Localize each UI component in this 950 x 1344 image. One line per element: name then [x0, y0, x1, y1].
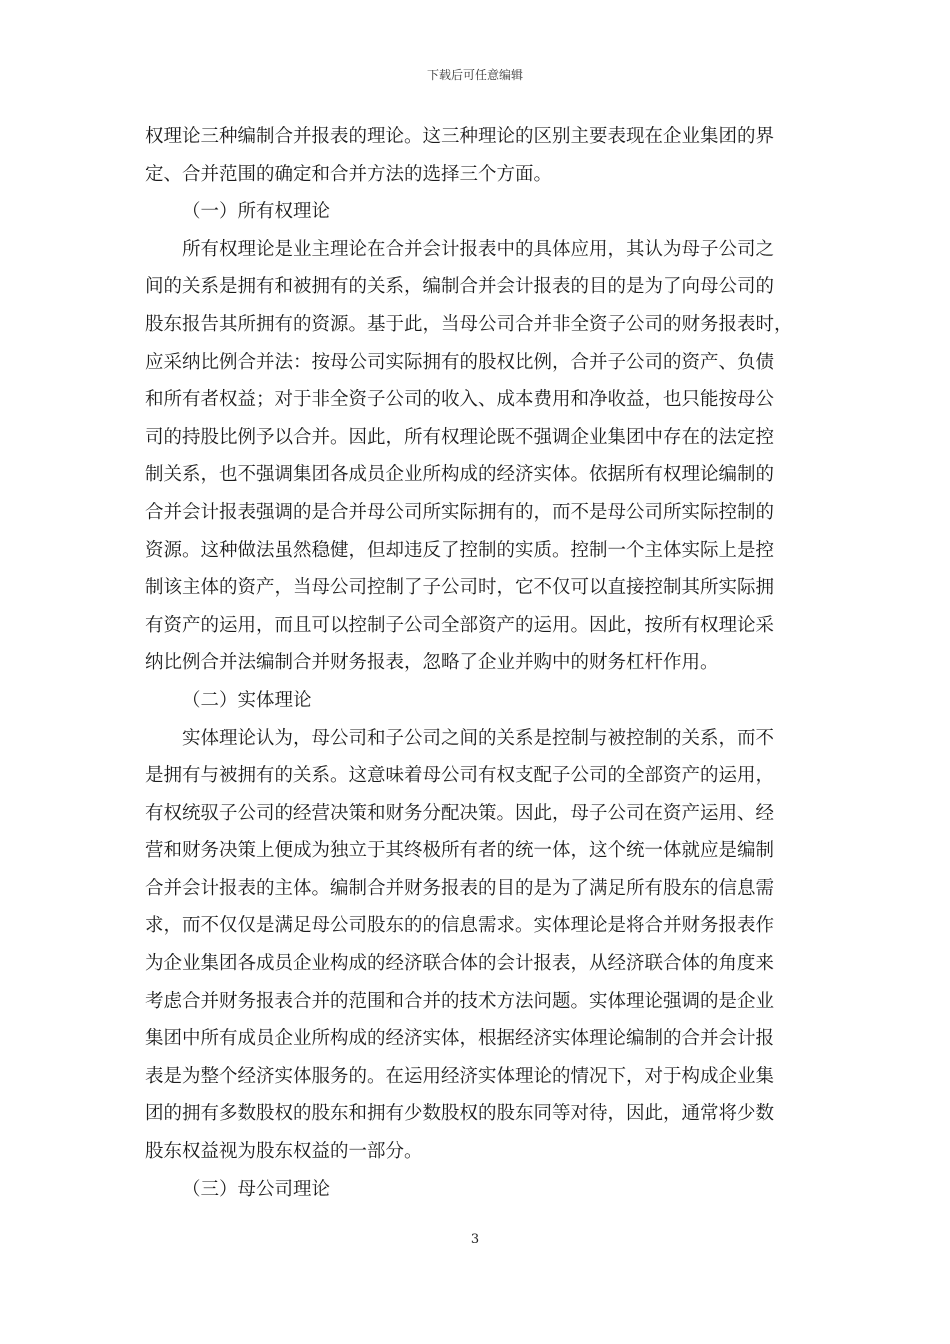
section-heading-entity-theory: （二）实体理论: [182, 689, 312, 711]
paragraph-line: 合并会计报表强调的是合并母公司所实际拥有的，而不是母公司所实际控制的: [145, 501, 775, 523]
paragraph-line: 实体理论认为，母公司和子公司之间的关系是控制与被控制的关系，而不: [182, 727, 775, 749]
paragraph-line: 股东权益视为股东权益的一部分。: [145, 1141, 423, 1163]
paragraph-line: 团的拥有多数股权的股东和拥有少数股权的股东同等对待，因此，通常将少数: [145, 1103, 775, 1125]
paragraph-line: 权理论三种编制合并报表的理论。这三种理论的区别主要表现在企业集团的界: [145, 126, 775, 147]
paragraph-line: 考虑合并财务报表合并的范围和合并的技术方法问题。实体理论强调的是企业: [145, 990, 775, 1012]
paragraph-line: 集团中所有成员企业所构成的经济实体，根据经济实体理论编制的合并会计报: [145, 1028, 775, 1050]
paragraph-line: 制关系，也不强调集团各成员企业所构成的经济实体。依据所有权理论编制的: [145, 464, 775, 486]
paragraph-line: 是拥有与被拥有的关系。这意味着母公司有权支配子公司的全部资产的运用，: [145, 765, 775, 787]
paragraph-line: 和所有者权益；对于非全资子公司的收入、成本费用和净收益，也只能按母公: [145, 389, 775, 411]
paragraph-line: 所有权理论是业主理论在合并会计报表中的具体应用，其认为母子公司之: [182, 238, 775, 260]
paragraph-line: 司的持股比例予以合并。因此，所有权理论既不强调企业集团中存在的法定控: [145, 426, 775, 448]
paragraph-line: 求，而不仅仅是满足母公司股东的的信息需求。实体理论是将合并财务报表作: [145, 915, 775, 937]
paragraph-line: 制该主体的资产，当母公司控制了子公司时，它不仅可以直接控制其所实际拥: [145, 577, 775, 599]
paragraph-line: 为企业集团各成员企业构成的经济联合体的会计报表，从经济联合体的角度来: [145, 953, 775, 975]
page-header: 下载后可任意编辑: [426, 68, 523, 82]
paragraph-line: 纳比例合并法编制合并财务报表，忽略了企业并购中的财务杠杆作用。: [145, 652, 719, 674]
section-heading-ownership-theory: （一）所有权理论: [182, 201, 331, 223]
paragraph-line: 资源。这种做法虽然稳健，但却违反了控制的实质。控制一个主体实际上是控: [145, 539, 775, 561]
paragraph-line: 定、合并范围的确定和合并方法的选择三个方面。: [145, 163, 553, 185]
paragraph-line: 股东报告其所拥有的资源。基于此，当母公司合并非全资子公司的财务报表时，: [145, 313, 793, 335]
paragraph-line: 合并会计报表的主体。编制合并财务报表的目的是为了满足所有股东的信息需: [145, 877, 775, 899]
paragraph-line: 有权统驭子公司的经营决策和财务分配决策。因此，母子公司在资产运用、经: [145, 802, 775, 824]
paragraph-line: 营和财务决策上便成为独立于其终极所有者的统一体，这个统一体就应是编制: [145, 840, 775, 862]
document-body: [145, 118, 805, 1208]
page-number: 3: [470, 1232, 480, 1247]
paragraph-line: 有资产的运用，而且可以控制子公司全部资产的运用。因此，按所有权理论采: [145, 614, 775, 636]
paragraph-line: 应采纳比例合并法：按母公司实际拥有的股权比例，合并子公司的资产、负债: [145, 351, 775, 373]
paragraph-line: 间的关系是拥有和被拥有的关系，编制合并会计报表的目的是为了向母公司的: [145, 276, 775, 298]
section-heading-parent-company-theory: （三）母公司理论: [182, 1178, 331, 1200]
paragraph-line: 表是为整个经济实体服务的。在运用经济实体理论的情况下，对于构成企业集: [145, 1065, 775, 1087]
